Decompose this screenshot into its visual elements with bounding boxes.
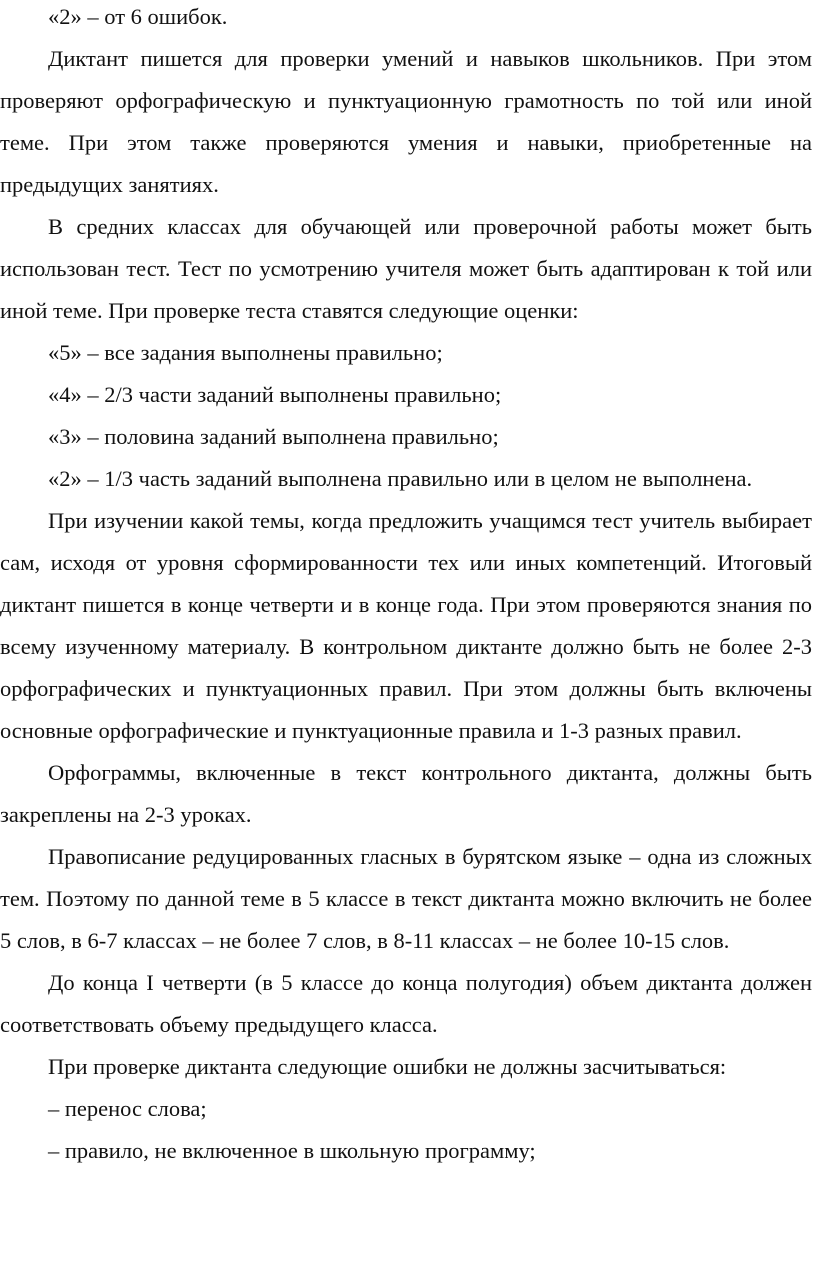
paragraph-reduced-vowels: Правописание редуцированных гласных в бурятском языке – одна из сложных тем. Поэтому по данной теме в 5 классе в текст диктанта можно включить не более 5 слов, в 6-7 классах – не более 7 слов, в 8-11 классах – не более 10-15 слов. — [0, 844, 812, 953]
paragraph-volume: До конца I четверти (в 5 классе до конца полугодия) объем диктанта должен соответствовать объему предыдущего класса. — [0, 970, 812, 1037]
grade-5-criterion: «5» – все задания выполнены правильно; — [48, 340, 443, 365]
paragraph-grade-2-errors: «2» – от 6 ошибок. — [48, 4, 228, 29]
paragraph-final-dictation: При изучении какой темы, когда предложить учащимся тест учитель выбирает сам, исходя от уровня сформированности тех или иных компетенций. Итоговый диктант пишется в конце четверти и в конце года. При этом проверяются знания по всему изученному материалу. В контрольном диктанте должно быть не более 2-3 орфографических и пунктуационных правил. При этом должны быть включены основные орфографические и пунктуационные правила и 1-3 разных правил. — [0, 508, 812, 743]
grade-2-criterion: «2» – 1/3 часть заданий выполнена правильно или в целом не выполнена. — [48, 466, 753, 491]
paragraph-test-usage: В средних классах для обучающей или проверочной работы может быть использован тест. Тест по усмотрению учителя может быть адаптирован к той или иной теме. При проверке теста ставятся следующие оценки: — [0, 214, 812, 323]
list-item-rule-not-in-program: – правило, не включенное в школьную программу; — [48, 1138, 536, 1163]
grade-3-criterion: «3» – половина заданий выполнена правильно; — [48, 424, 499, 449]
grade-4-criterion: «4» – 2/3 части заданий выполнены правильно; — [48, 382, 502, 407]
list-item-word-hyphenation: – перенос слова; — [48, 1096, 207, 1121]
paragraph-errors-not-counted: При проверке диктанта следующие ошибки не должны засчитываться: — [48, 1054, 727, 1079]
paragraph-dictation-purpose: Диктант пишется для проверки умений и навыков школьников. При этом проверяют орфографическую и пунктуационную грамотность по той или иной теме. При этом также проверяются умения и навыки, приобретенные на предыдущих занятиях. — [0, 46, 812, 197]
paragraph-orthograms: Орфограммы, включенные в текст контрольного диктанта, должны быть закреплены на 2-3 уроках. — [0, 760, 812, 827]
